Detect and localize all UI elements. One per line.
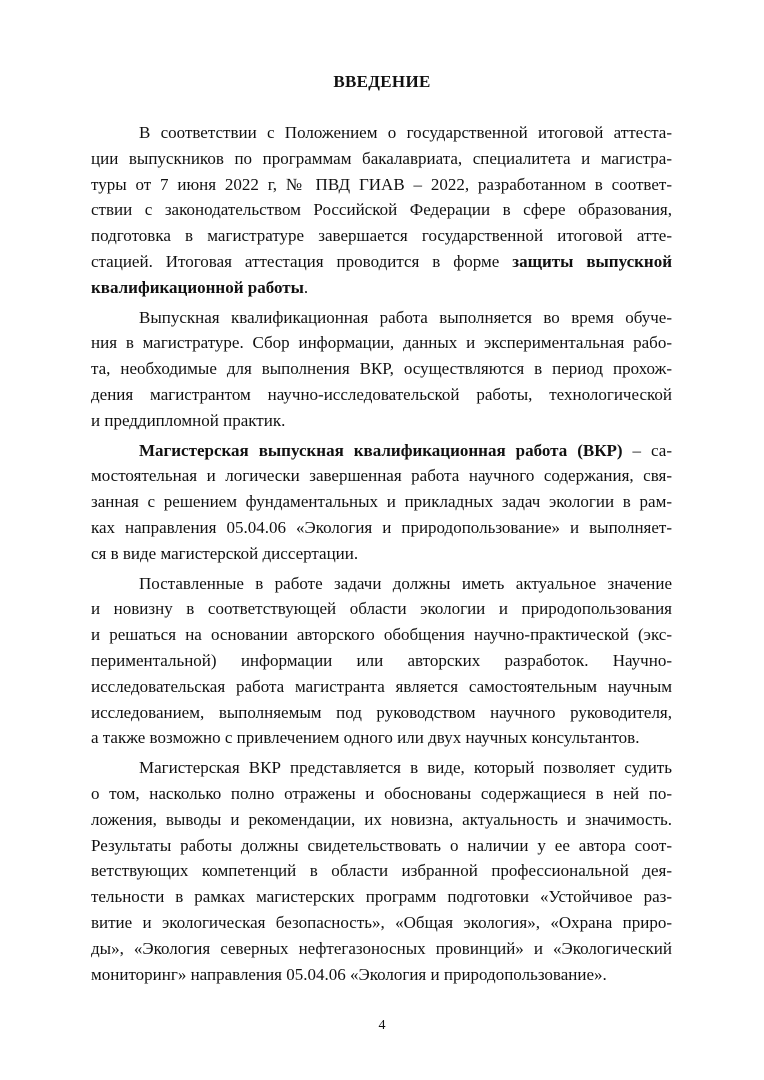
text-run: ся в виде магистерской диссертации. <box>91 543 359 563</box>
text-line <box>91 596 672 622</box>
text-line <box>91 305 672 331</box>
text-line <box>91 936 672 962</box>
text-line <box>91 781 672 807</box>
text-line <box>91 725 672 751</box>
text-line <box>91 674 672 700</box>
paragraph <box>91 120 672 301</box>
text-run: ции выпускников по программам бакалавриата, специалитета и магистра- <box>91 148 672 168</box>
text-run: и новизну в соответствующей области экологии и природопользования <box>91 599 672 619</box>
paragraph <box>91 305 672 434</box>
text-run: стацией. Итоговая аттестация проводится в форме <box>91 251 513 271</box>
text-run: Результаты работы должны свидетельствовать о наличии у ее автора соот- <box>91 835 672 855</box>
text-line <box>91 330 672 356</box>
text-run: исследованием, выполняемым под руководством научного руководителя, <box>91 702 672 722</box>
text-line <box>91 622 672 648</box>
text-line <box>91 249 672 275</box>
text-run: витие и экологическая безопасность», «Общая экология», «Охрана приро- <box>91 912 672 932</box>
text-line <box>91 700 672 726</box>
paragraph <box>91 755 672 987</box>
text-line <box>91 755 672 781</box>
text-line <box>91 382 672 408</box>
text-run: . <box>303 277 309 297</box>
text-run: занная с решением фундаментальных и прикладных задач экологии в рам- <box>91 492 672 512</box>
text-run: ветствующих компетенций в области избранной профессиональной дея- <box>91 861 672 881</box>
text-run: и преддипломной практик. <box>91 410 286 430</box>
document-body <box>91 120 672 987</box>
text-run: мониторинг» направления 05.04.06 «Экология и природопользование». <box>91 964 607 984</box>
text-line <box>91 571 672 597</box>
text-line <box>91 833 672 859</box>
text-run: дения магистрантом научно-исследовательской работы, технологической <box>91 384 672 404</box>
page-title: ВВЕДЕНИЕ <box>333 72 431 91</box>
text-run: ния в магистратуре. Сбор информации, данных и экспериментальная рабо- <box>91 333 672 353</box>
text-run: – са- <box>622 440 672 460</box>
text-run: а также возможно с привлечением одного или двух научных консультантов. <box>91 728 640 748</box>
text-run: та, необходимые для выполнения ВКР, осуществляются в период прохож- <box>91 359 672 379</box>
text-run: ды», «Экология северных нефтегазоносных провинций» и «Экологический <box>91 938 672 958</box>
text-run: туры от 7 июня 2022 г, № ПВД ГИАВ – 2022, разработанном в соответ- <box>91 174 672 194</box>
text-line <box>91 648 672 674</box>
text-line <box>91 541 672 567</box>
bold-text: квалификационной работы <box>91 277 304 297</box>
text-run: периментальной) информации или авторских разработок. Научно- <box>91 650 672 670</box>
text-line <box>91 858 672 884</box>
text-run: ствии с законодательством Российской Федерации в сфере образования, <box>91 200 672 220</box>
paragraph <box>91 438 672 567</box>
text-run: подготовка в магистратуре завершается государственной итоговой атте- <box>91 226 672 246</box>
text-line <box>91 197 672 223</box>
text-line <box>91 463 672 489</box>
text-line <box>91 172 672 198</box>
text-run: Поставленные в работе задачи должны иметь актуальное значение <box>139 573 672 593</box>
bold-text: защиты выпускной <box>512 251 672 271</box>
text-line <box>91 275 672 301</box>
text-run: и решаться на основании авторского обобщения научно-практической (экс- <box>91 625 672 645</box>
text-line <box>91 515 672 541</box>
page-number: 4 <box>378 1018 386 1033</box>
paragraph <box>91 571 672 752</box>
text-line <box>91 884 672 910</box>
text-run: тельности в рамках магистерских программ подготовки «Устойчивое раз- <box>91 887 672 907</box>
text-run: исследовательская работа магистранта является самостоятельным научным <box>91 676 672 696</box>
text-line <box>91 356 672 382</box>
bold-text: Магистерская выпускная квалификационная работа (ВКР) <box>139 440 623 460</box>
text-run: Выпускная квалификационная работа выполняется во время обуче- <box>139 307 672 327</box>
text-line <box>91 223 672 249</box>
text-run: ках направления 05.04.06 «Экология и природопользование» и выполняет- <box>91 517 672 537</box>
text-line <box>91 120 672 146</box>
text-line <box>91 910 672 936</box>
text-run: ложения, выводы и рекомендации, их новизна, актуальность и значимость. <box>91 809 672 829</box>
text-run: о том, насколько полно отражены и обоснованы содержащиеся в ней по- <box>91 783 672 803</box>
text-line <box>91 807 672 833</box>
text-line <box>91 146 672 172</box>
text-line <box>91 489 672 515</box>
text-run: В соответствии с Положением о государственной итоговой аттеста- <box>139 123 672 142</box>
text-run: мостоятельная и логически завершенная работа научного содержания, свя- <box>91 466 672 486</box>
text-line <box>91 408 672 434</box>
text-line <box>91 438 672 464</box>
text-line <box>91 962 672 988</box>
text-run: Магистерская ВКР представляется в виде, который позволяет судить <box>139 758 672 778</box>
